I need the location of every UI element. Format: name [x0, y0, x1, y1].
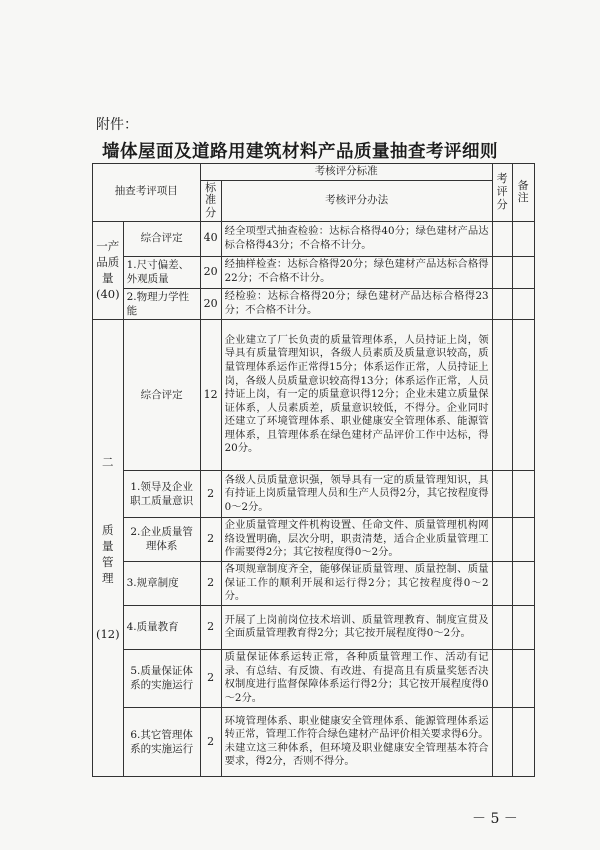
- remark-cell: [512, 288, 534, 319]
- attachment-label: 附件：: [96, 117, 138, 133]
- remark-cell: [512, 517, 534, 561]
- remark-cell: [512, 707, 534, 776]
- section2-label-cell: [93, 319, 124, 776]
- eval-score-cell: [492, 256, 512, 288]
- section2-num: 二: [102, 454, 114, 469]
- eval-score-cell: [492, 470, 512, 517]
- section1-score: 20: [200, 256, 221, 288]
- section2-item: 3.规章制度: [123, 561, 200, 605]
- section2-score-label: (12): [96, 627, 120, 642]
- header-remark: 备注: [512, 164, 534, 222]
- remark-cell: [512, 649, 534, 707]
- section2-item: 4.质量教育: [123, 605, 200, 649]
- section1-label: 一产品质量(40): [93, 221, 124, 319]
- page-title: 墙体屋面及道路用建筑材料产品质量抽查考评细则: [102, 142, 498, 162]
- section2-score: 2: [200, 707, 221, 776]
- section2-item: 2.企业质量管理体系: [123, 517, 200, 561]
- evaluation-table: [92, 163, 535, 777]
- remark-cell: [512, 470, 534, 517]
- section2-score: 2: [200, 605, 221, 649]
- remark-cell: [512, 221, 534, 256]
- header-std-score: 标准分: [200, 180, 221, 221]
- section2-method: 企业建立了厂长负责的质量管理体系，人员持证上岗，领导具有质量管理知识，各级人员素质及质量意识较高，质量管理体系运作正常得15分；体系运作正常，人员持证上岗，各级人员质量意识较高得13分；体系运作正常，人员持证上岗，有一定的质量意识得12分；企业未建立质量保证体系，人员素质差，质量意识较低，不得分。企业同时还建立了环境管理体系、职业健康安全管理体系、能源管理体系，且管理体系在绿色建材产品评价工作中达标，得20分。: [221, 319, 492, 470]
- eval-score-cell: [492, 561, 512, 605]
- eval-score-cell: [492, 319, 512, 470]
- section2-item: 1.领导及企业职工质量意识: [123, 470, 200, 517]
- eval-score-cell: [492, 221, 512, 256]
- eval-score-cell: [492, 707, 512, 776]
- section2-score: 2: [200, 561, 221, 605]
- page-number: － 5 －: [472, 811, 518, 827]
- remark-cell: [512, 561, 534, 605]
- eval-score-cell: [492, 605, 512, 649]
- section1-method: 经抽样检查：达标合格得20分；绿色建材产品达标合格得22分；不合格不计分。: [221, 256, 492, 288]
- section2-method: 开展了上岗前岗位技术培训、质量管理教育、制度宣贯及全面质量管理教育得2分；其它按开展程度得0～2分。: [221, 605, 492, 649]
- section1-method: 经全项型式抽查检验：达标合格得40分；绿色建材产品达标合格得43分；不合格不计分。: [221, 221, 492, 256]
- section2-method: 企业质量管理文件机构设置、任命文件、质量管理机构网络设置明确，层次分明，职责清楚，适合企业质量管理工作需要得2分；其它按程度得0～2分。: [221, 517, 492, 561]
- section2-method: 各级人员质量意识强，领导具有一定的质量管理知识，具有持证上岗质量管理人员和生产人员得2分，其它按程度得0～2分。: [221, 470, 492, 517]
- header-eval-score: 考评分: [492, 164, 512, 222]
- section2-item: 5.质量保证体系的实施运行: [123, 649, 200, 707]
- section2-item: 6.其它管理体系的实施运行: [123, 707, 200, 776]
- section1-item: 2.物理力学性能: [123, 288, 200, 319]
- eval-score-cell: [492, 288, 512, 319]
- eval-score-cell: [492, 649, 512, 707]
- header-method: 考核评分办法: [221, 180, 492, 221]
- section2-score: 2: [200, 470, 221, 517]
- section2-method: 各项规章制度齐全，能够保证质量管理、质量控制、质量保证工作的顺利开展和运行得2分；其它按程度得0～2分。: [221, 561, 492, 605]
- section2-method: 质量保证体系运转正常，各种质量管理工作、活动有记录、有总结、有反馈、有改进、有提高且有质量奖惩否决权制度进行监督保障体系运行得2分；其它按开展程度得0～2分。: [221, 649, 492, 707]
- section2-score: 2: [200, 517, 221, 561]
- header-item: 抽查考评项目: [93, 164, 201, 222]
- section1-item: 综合评定: [123, 221, 200, 256]
- header-standard-group: 考核评分标准: [200, 164, 492, 181]
- eval-score-cell: [492, 517, 512, 561]
- section1-item: 1.尺寸偏差、外观质量: [123, 256, 200, 288]
- section1-score: 20: [200, 288, 221, 319]
- section2-item: 综合评定: [123, 319, 200, 470]
- section2-label: 质量管理: [102, 522, 114, 585]
- remark-cell: [512, 605, 534, 649]
- section2-score: 12: [200, 319, 221, 470]
- remark-cell: [512, 319, 534, 470]
- section1-method: 经检验：达标合格得20分；绿色建材产品达标合格得23分；不合格不计分。: [221, 288, 492, 319]
- section1-score: 40: [200, 221, 221, 256]
- section2-method: 环境管理体系、职业健康安全管理体系、能源管理体系运转正常，管理工作符合绿色建材产品评价相关要求得6分。未建立这三种体系，但环境及职业健康安全管理基本符合要求，得2分，否则不得分。: [221, 707, 492, 776]
- section2-score: 2: [200, 649, 221, 707]
- remark-cell: [512, 256, 534, 288]
